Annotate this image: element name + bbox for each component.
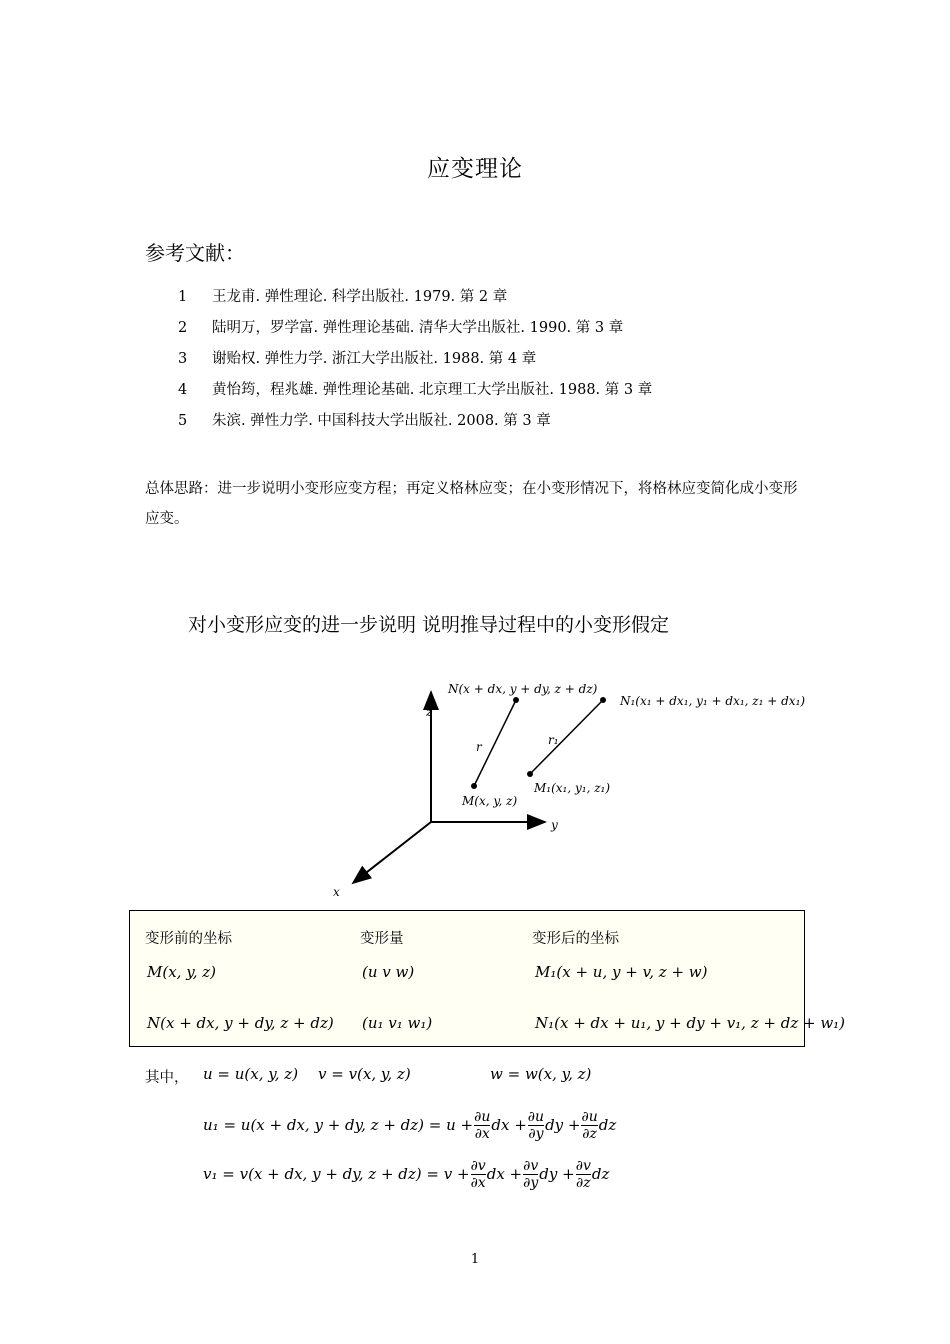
references-heading: 参考文献： (145, 241, 245, 265)
table-cell: N(x + dx, y + dy, z + dz) (147, 1014, 334, 1032)
point-m1-label: M₁(x₁, y₁, z₁) (534, 781, 611, 795)
reference-item: 2 陆明万，罗学富. 弹性理论基础. 清华大学出版社. 1990. 第 3 章 (178, 320, 624, 336)
point-m-dot (471, 783, 477, 789)
table-cell: N₁(x + dx + u₁, y + dy + v₁, z + dz + w₁) (535, 1014, 846, 1032)
point-n-dot (513, 697, 519, 703)
x-axis (353, 822, 431, 883)
page-number: 1 (470, 1252, 480, 1267)
table-cell: M₁(x + u, y + v, z + w) (535, 963, 708, 981)
equation-w: w = w(x, y, z) (490, 1065, 592, 1083)
equation-v: v = v(x, y, z) (318, 1065, 411, 1083)
equation-v1: v₁ = v(x + dx, y + dy, z + dz) = v + $\frac{\partial v}{\partial x}$ dx + $\frac{\partial v}{\partial y}$ dy + $\frac{\partial v}{\partial z}$ dz (203, 1157, 610, 1191)
axis-x-label: x (333, 885, 340, 899)
vector-r1-label: r₁ (548, 733, 559, 747)
where-label: 其中， (145, 1070, 189, 1086)
vector-r-label: r (476, 740, 482, 754)
section-heading: 对小变形应变的进一步说明 说明推导过程中的小变形假定 (188, 614, 670, 636)
reference-item: 5 朱滨. 弹性力学. 中国科技大学出版社. 2008. 第 3 章 (178, 413, 551, 429)
equation-u: u = u(x, y, z) (203, 1065, 299, 1083)
table-cell: M(x, y, z) (147, 963, 216, 981)
point-n-label: N(x + dx, y + dy, z + dz) (448, 682, 598, 696)
table-cell: (u v w) (362, 963, 415, 981)
reference-item: 1 王龙甫. 弹性理论. 科学出版社. 1979. 第 2 章 (178, 289, 508, 305)
axis-z-label: z (426, 705, 433, 719)
axis-y-label: y (551, 818, 558, 832)
reference-item: 4 黄怡筠，程兆雄. 弹性理论基础. 北京理工大学出版社. 1988. 第 3 章 (178, 382, 653, 398)
overview-paragraph: 总体思路：进一步说明小变形应变方程；再定义格林应变；在小变形情况下，将格林应变简化成小变形应变。 (145, 481, 798, 527)
point-n1-dot (600, 697, 606, 703)
table-header-before: 变形前的坐标 (145, 931, 232, 947)
point-n1-label: N₁(x₁ + dx₁, y₁ + dx₁, z₁ + dx₁) (620, 694, 806, 708)
page-title: 应变理论 (427, 156, 523, 182)
point-m1-dot (527, 771, 533, 777)
table-cell: (u₁ v₁ w₁) (362, 1014, 433, 1032)
vector-r1 (530, 700, 603, 774)
reference-item: 3 谢贻权. 弹性力学. 浙江大学出版社. 1988. 第 4 章 (178, 351, 537, 367)
table-header-displacement: 变形量 (360, 931, 404, 947)
table-header-after: 变形后的坐标 (532, 931, 619, 947)
equation-u1: u₁ = u(x + dx, y + dy, z + dz) = u + $\frac{\partial u}{\partial x}$ dx + $\frac{\partial u}{\partial y}$ dy + $\frac{\partial u}{\partial z}$ dz (203, 1108, 617, 1142)
point-m-label: M(x, y, z) (462, 794, 518, 808)
